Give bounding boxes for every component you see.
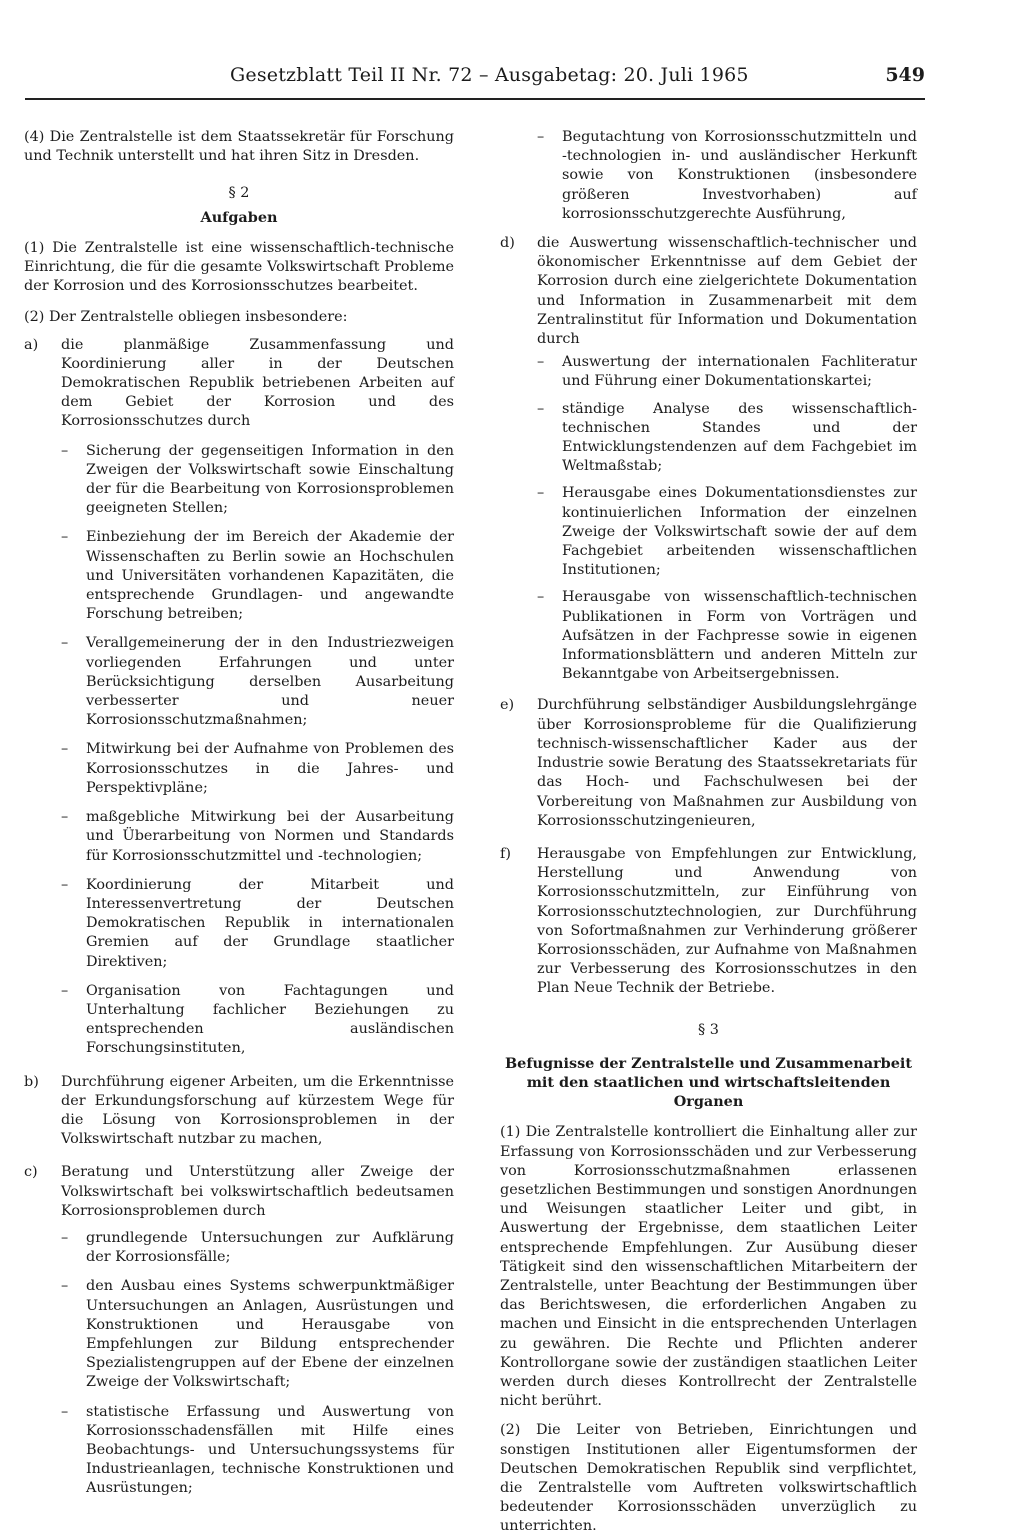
section-title: Aufgaben <box>200 208 278 226</box>
section-title-line: mit den staatlichen und wirtschaftsleitenden Organen <box>526 1073 891 1111</box>
list-item: – ständige Analyse des wissenschaftlich-technischen Standes und der Entwicklungstendenzen auf dem Fachgebiet im Weltmaßstab; <box>537 400 917 475</box>
list-item: – Verallgemeinerung der in den Industriezweigen vorliegenden Erfahrungen und unter Berücksichtigung derselben Ausarbeitung verbesserter und neuer Korrosionsschutzmaßnahmen; <box>61 635 454 729</box>
list-item-f <box>500 845 917 999</box>
section-number: § 3 <box>698 1021 719 1038</box>
page-header <box>25 64 925 100</box>
right-column <box>500 128 917 1537</box>
list-item-text: die planmäßige Zusammenfassung und Koordinierung aller in der Deutschen Demokratischen Republik betriebenen Arbeiten auf dem Gebiet der Korrosion und des Korrosionsschutzes durch <box>61 336 454 430</box>
list-item: – den Ausbau eines Systems schwerpunktmäßiger Untersuchungen an Anlagen, Ausrüstungen und Konstruktionen und Herausgabe von Empfehlungen zur Bildung entsprechender Spezialistengruppen auf der Ebene der einzelnen Zweige der Volkswirtschaft; <box>61 1278 454 1391</box>
list-item-c <box>24 1163 454 1498</box>
list-item: – Sicherung der gegenseitigen Information in den Zweigen der Volkswirtschaft sowie Einschaltung der für die Bearbeitung von Korrosionsproblemen geeigneten Stellen; <box>61 442 454 517</box>
list-label: e) <box>500 697 515 714</box>
list-item-text: Beratung und Unterstützung aller Zweige der Volkswirtschaft bei volkswirtschaftlich bedeutsamen Korrosionsproblemen durch <box>61 1164 454 1219</box>
list-label: d) <box>500 235 515 252</box>
section-2-paragraph-1: (1) Die Zentralstelle ist eine wissenschaftlich-technische Einrichtung, die für die gesamte Volkswirtschaft Probleme der Korrosion und des Korrosionsschutzes bearbeitet. <box>24 239 454 295</box>
paragraph-4: (4) Die Zentralstelle ist dem Staatssekretär für Forschung und Technik unterstellt und hat ihren Sitz in Dresden. <box>24 129 454 165</box>
list-item-text: Herausgabe von Empfehlungen zur Entwicklung, Herstellung und Anwendung von Korrosionsschutzmitteln, zur Einführung von Korrosionsschutztechnologien, zur Durchführung von Sofortmaßnahmen zur Verhinderung größerer Korrosionsschäden, zur Aufnahme von Maßnahmen zur Verbesserung des Korrosionsschutzes in den Plan Neue Technik der Betriebe. <box>537 845 917 997</box>
section-title-line: Befugnisse der Zentralstelle und Zusammenarbeit <box>505 1054 912 1072</box>
list-item: – Einbeziehung der im Bereich der Akademie der Wissenschaften zu Berlin sowie an Hochschulen und Universitäten vorhandenen Kapazitäten, die entsprechende Grundlagen- und angewandte Forschung betreiben; <box>61 529 454 623</box>
list-item: – Mitwirkung bei der Aufnahme von Problemen des Korrosionsschutzes in die Jahres- und Perspektivpläne; <box>61 741 454 796</box>
sub-list <box>61 442 454 1059</box>
list-item-b <box>24 1073 454 1150</box>
list-label: b) <box>24 1073 39 1090</box>
list-item: – Herausgabe eines Dokumentationsdienstes zur kontinuierlichen Information der einzelnen Zweige der Volkswirtschaft sowie der auf dem Fachgebiet arbeitenden wissenschaftlichen Institutionen; <box>537 485 917 579</box>
list-item-text: Durchführung selbständiger Ausbildungslehrgänge über Korrosionsprobleme für die Qualifizierung technisch-wissenschaftlicher Kader aus der Industrie sowie Beratung des Staatssekretariats für das Hoch- und Fachschulwesen bei der Vorbereitung von Maßnahmen zur Ausbildung von Korrosionsschutzingenieuren, <box>537 697 917 829</box>
list-item-text: Durchführung eigener Arbeiten, um die Erkenntnisse der Erkundungsforschung auf kürzestem Wege für die Lösung von Korrosionsproblemen in der Volkswirtschaft nutzbar zu machen, <box>61 1073 454 1148</box>
list-item: – Organisation von Fachtagungen und Unterhaltung fachlicher Beziehungen zu entsprechenden ausländischen Forschungsinstituten, <box>61 982 454 1057</box>
list-label: f) <box>500 845 511 862</box>
list-item: – statistische Erfassung und Auswertung von Korrosionsschadensfällen mit Hilfe eines Beobachtungs- und Untersuchungssystems für Industrieanlagen, technische Konstruktionen und Ausrüstungen; <box>61 1403 454 1497</box>
list-item: – maßgebliche Mitwirkung bei der Ausarbeitung und Überarbeitung von Normen und Standards für Korrosionsschutzmittel und -technologien; <box>61 809 454 864</box>
sub-list <box>537 353 917 684</box>
section-2-paragraph-2: (2) Der Zentralstelle obliegen insbesondere: <box>24 309 348 326</box>
list-item: – Koordinierung der Mitarbeit und Interessenvertretung der Deutschen Demokratischen Republik in internationalen Gremien auf der Grundlage staatlicher Direktiven; <box>61 876 454 970</box>
list-label: c) <box>24 1164 38 1181</box>
sub-list <box>61 1229 454 1499</box>
list-label: a) <box>24 336 39 353</box>
list-item: – grundlegende Untersuchungen zur Aufklärung der Korrosionsfälle; <box>61 1229 454 1266</box>
header-title: Gesetzblatt Teil II Nr. 72 – Ausgabetag: 20. Juli 1965 <box>230 64 749 86</box>
list-item-d <box>500 234 917 684</box>
section-title <box>500 1054 917 1112</box>
list-item-text: die Auswertung wissenschaftlich-technischer und ökonomischer Erkenntnisse auf dem Gebiet der Korrosion durch eine zielgerichtete Dokumentation und Information in Zusammenarbeit mit dem Zentralinstitut für Information und Dokumentation durch <box>537 235 917 348</box>
list-item-a <box>24 336 454 1059</box>
page-number: 549 <box>885 64 925 86</box>
list-item: – Begutachtung von Korrosionsschutzmitteln und -technologien in- und ausländischer Herkunft sowie von Konstruktionen (insbesondere größeren Investvorhaben) auf korrosionsschutzgerechte Ausführung, <box>537 129 917 222</box>
list-item: – Herausgabe von wissenschaftlich-technischen Publikationen in Form von Vorträgen und Aufsätzen in der Fachpresse sowie in eigenen Informationsblättern und anderen Mitteln zur Bekanntgabe von Arbeitsergebnissen. <box>537 589 917 683</box>
section-3-paragraph-2: (2) Die Leiter von Betrieben, Einrichtungen und sonstigen Institutionen aller Eigentumsformen der Deutschen Demokratischen Republik sind verpflichtet, die Zentralstelle vom Auftreten volkswirtschaftlich bedeutender Korrosionsschäden unverzüglich zu unterrichten. <box>500 1422 917 1535</box>
list-item-e <box>500 696 917 830</box>
section-3-paragraph-1: (1) Die Zentralstelle kontrolliert die Einhaltung aller zur Erfassung von Korrosionsschäden und zur Verbesserung von Korrosionsschutzmaßnahmen erlassenen gesetzlichen Bestimmungen und sonstigen Anordnungen und Weisungen staatlicher Leiter und gibt, in Auswertung der Ergebnisse, dem staatlichen Leiter entsprechende Empfehlungen. Zur Ausübung dieser Tätigkeit sind den wissenschaftlichen Mitarbeitern der Zentralstelle, unter Beachtung der Bestimmungen über das Berichtswesen, die erforderlichen Angaben zu machen und Einsicht in die entsprechenden Unterlagen zu gewähren. Die Rechte und Pflichten anderer Kontrollorgane sowie der zuständigen staatlichen Leiter werden durch dieses Kontrollrecht der Zentralstelle nicht berührt. <box>500 1124 917 1410</box>
list-item-c-continued <box>500 128 917 224</box>
left-column <box>24 128 454 1499</box>
section-number: § 2 <box>228 185 250 202</box>
list-item: – Auswertung der internationalen Fachliteratur und Führung einer Dokumentationskartei; <box>537 354 917 390</box>
